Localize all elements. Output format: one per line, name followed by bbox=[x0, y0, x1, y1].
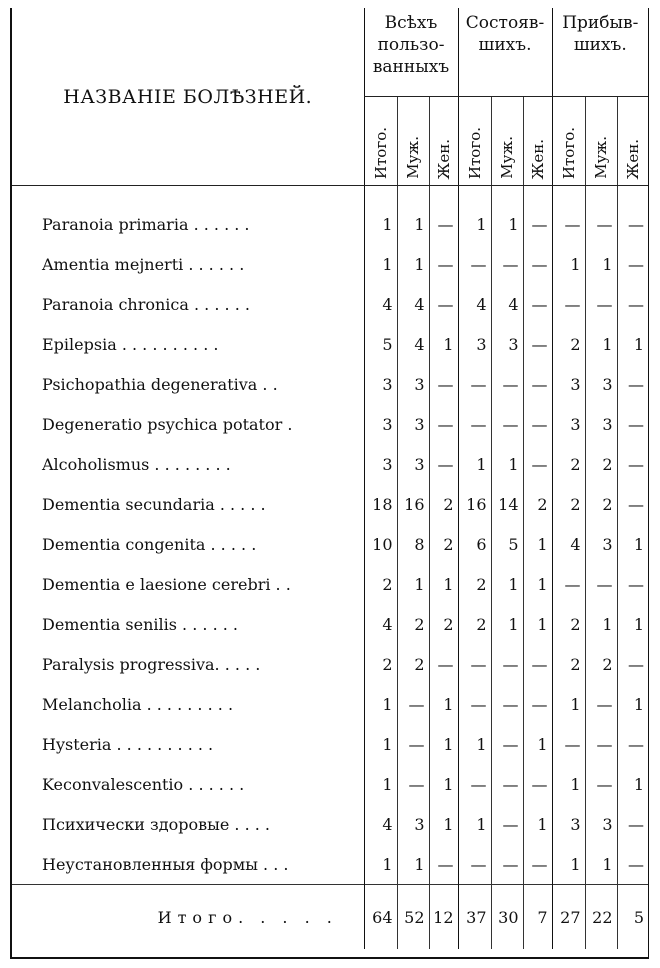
value-cell: 1 bbox=[364, 684, 397, 724]
value-cell: 1 bbox=[552, 684, 585, 724]
disease-name: Dementia senilis . . . . . . bbox=[42, 614, 238, 634]
value-cell: — bbox=[458, 244, 491, 284]
header-title: НАЗВАНІЕ БОЛѢЗНЕЙ. bbox=[63, 85, 313, 108]
value-cell: 3 bbox=[397, 804, 429, 844]
value-cell: — bbox=[458, 404, 491, 444]
value-cell: 1 bbox=[523, 724, 552, 764]
value-cell: 5 bbox=[364, 324, 397, 364]
table-row bbox=[12, 724, 648, 764]
value-cell: 1 bbox=[585, 244, 617, 284]
value-cell: 2 bbox=[429, 604, 458, 644]
value-cell: — bbox=[491, 364, 523, 404]
table-row bbox=[12, 404, 648, 444]
value-cell: — bbox=[397, 724, 429, 764]
value-cell: 1 bbox=[491, 604, 523, 644]
value-cell: — bbox=[585, 564, 617, 604]
value-cell: 1 bbox=[617, 324, 648, 364]
value-cell: 2 bbox=[458, 564, 491, 604]
value-cell: 1 bbox=[523, 564, 552, 604]
value-cell: — bbox=[458, 364, 491, 404]
value-cell: 27 bbox=[552, 885, 585, 950]
value-cell: — bbox=[617, 804, 648, 844]
value-cell: 2 bbox=[458, 604, 491, 644]
value-cell: 4 bbox=[364, 804, 397, 844]
value-cell: 16 bbox=[397, 484, 429, 524]
disease-name: Итого. . . . . bbox=[12, 885, 364, 950]
value-cell: 16 bbox=[458, 484, 491, 524]
table-row bbox=[12, 364, 648, 404]
value-cell: — bbox=[429, 404, 458, 444]
value-cell: — bbox=[523, 764, 552, 804]
value-cell: 1 bbox=[523, 804, 552, 844]
disease-name: Психически здоровые . . . . bbox=[42, 814, 271, 834]
table-row bbox=[12, 764, 648, 804]
value-cell: 3 bbox=[552, 364, 585, 404]
value-cell: — bbox=[617, 284, 648, 324]
value-cell: 1 bbox=[585, 604, 617, 644]
value-cell: 12 bbox=[429, 885, 458, 950]
value-cell: 1 bbox=[364, 764, 397, 804]
value-cell: — bbox=[585, 724, 617, 764]
value-cell: — bbox=[552, 724, 585, 764]
value-cell: 64 bbox=[364, 885, 397, 950]
disease-name: Paranoia chronica . . . . . . bbox=[42, 294, 250, 314]
value-cell: 7 bbox=[523, 885, 552, 950]
value-cell: 3 bbox=[364, 364, 397, 404]
subheader-total: Итого. bbox=[458, 97, 491, 186]
value-cell: — bbox=[523, 284, 552, 324]
value-cell: — bbox=[429, 844, 458, 885]
table-row bbox=[12, 524, 648, 564]
value-cell: 30 bbox=[491, 885, 523, 950]
value-cell: 1 bbox=[397, 844, 429, 885]
value-cell: 2 bbox=[552, 444, 585, 484]
value-cell: — bbox=[491, 684, 523, 724]
disease-name: Psichopathia degenerativa . . bbox=[42, 374, 278, 394]
value-cell: 1 bbox=[552, 764, 585, 804]
value-cell: — bbox=[523, 644, 552, 684]
disease-name: Amentia mejnerti . . . . . . bbox=[42, 254, 245, 274]
table-row bbox=[12, 844, 648, 885]
value-cell: 37 bbox=[458, 885, 491, 950]
value-cell: 2 bbox=[523, 484, 552, 524]
value-cell: 3 bbox=[397, 404, 429, 444]
subheader-male: Муж. bbox=[491, 97, 523, 186]
value-cell: — bbox=[617, 444, 648, 484]
value-cell: 1 bbox=[458, 804, 491, 844]
value-cell: — bbox=[617, 564, 648, 604]
value-cell: 1 bbox=[523, 604, 552, 644]
value-cell: — bbox=[617, 724, 648, 764]
value-cell: 3 bbox=[585, 524, 617, 564]
value-cell: 1 bbox=[397, 244, 429, 284]
value-cell: — bbox=[458, 644, 491, 684]
value-cell: 2 bbox=[397, 604, 429, 644]
value-cell: 4 bbox=[491, 284, 523, 324]
value-cell: — bbox=[617, 404, 648, 444]
subheader-total: Итого. bbox=[552, 97, 585, 186]
value-cell: — bbox=[523, 844, 552, 885]
disease-name: Alcoholismus . . . . . . . . bbox=[42, 454, 231, 474]
table-row bbox=[12, 644, 648, 684]
subheader-female: Жен. bbox=[523, 97, 552, 186]
value-cell: — bbox=[617, 204, 648, 244]
value-cell: 14 bbox=[491, 484, 523, 524]
value-cell: 2 bbox=[429, 484, 458, 524]
value-cell: — bbox=[491, 764, 523, 804]
value-cell: 1 bbox=[397, 564, 429, 604]
value-cell: 2 bbox=[585, 484, 617, 524]
value-cell: 1 bbox=[617, 604, 648, 644]
value-cell: — bbox=[397, 764, 429, 804]
value-cell: 3 bbox=[364, 404, 397, 444]
value-cell: 2 bbox=[585, 644, 617, 684]
value-cell: 10 bbox=[364, 524, 397, 564]
value-cell: — bbox=[429, 204, 458, 244]
disease-name: Degeneratio psychica potator . bbox=[42, 414, 293, 434]
table-row bbox=[12, 244, 648, 284]
value-cell: — bbox=[491, 244, 523, 284]
value-cell: — bbox=[523, 364, 552, 404]
value-cell: 1 bbox=[458, 204, 491, 244]
value-cell: — bbox=[523, 444, 552, 484]
value-cell: — bbox=[397, 684, 429, 724]
table-row bbox=[12, 324, 648, 364]
value-cell: 1 bbox=[429, 684, 458, 724]
value-cell: 1 bbox=[585, 324, 617, 364]
value-cell: — bbox=[491, 844, 523, 885]
value-cell: 2 bbox=[429, 524, 458, 564]
value-cell: 1 bbox=[458, 444, 491, 484]
disease-name: Paranoia primaria . . . . . . bbox=[42, 214, 250, 234]
value-cell: 5 bbox=[617, 885, 648, 950]
value-cell: 8 bbox=[397, 524, 429, 564]
value-cell: 1 bbox=[364, 204, 397, 244]
value-cell: — bbox=[585, 764, 617, 804]
value-cell: — bbox=[552, 564, 585, 604]
value-cell: 4 bbox=[397, 284, 429, 324]
subheader-female: Жен. bbox=[429, 97, 458, 186]
value-cell: — bbox=[585, 284, 617, 324]
value-cell: 1 bbox=[458, 724, 491, 764]
value-cell: — bbox=[491, 404, 523, 444]
disease-name: Dementia congenita . . . . . bbox=[42, 534, 257, 554]
table-row bbox=[12, 484, 648, 524]
value-cell: — bbox=[523, 684, 552, 724]
value-cell: 18 bbox=[364, 484, 397, 524]
value-cell: 22 bbox=[585, 885, 617, 950]
value-cell: 1 bbox=[429, 564, 458, 604]
value-cell: — bbox=[429, 444, 458, 484]
value-cell: — bbox=[552, 204, 585, 244]
table-row bbox=[12, 564, 648, 604]
value-cell: — bbox=[585, 684, 617, 724]
value-cell: — bbox=[617, 244, 648, 284]
value-cell: 1 bbox=[491, 564, 523, 604]
value-cell: 2 bbox=[552, 604, 585, 644]
value-cell: — bbox=[491, 724, 523, 764]
value-cell: — bbox=[523, 404, 552, 444]
value-cell: 1 bbox=[585, 844, 617, 885]
value-cell: 52 bbox=[397, 885, 429, 950]
disease-name: Dementia secundaria . . . . . bbox=[42, 494, 266, 514]
value-cell: — bbox=[523, 244, 552, 284]
value-cell: 1 bbox=[617, 764, 648, 804]
column-header-disease-name bbox=[12, 8, 364, 186]
table-row bbox=[12, 204, 648, 244]
disease-name: Dementia e laesione cerebri . . bbox=[42, 574, 291, 594]
value-cell: 1 bbox=[617, 684, 648, 724]
table-row bbox=[12, 444, 648, 484]
value-cell: — bbox=[552, 284, 585, 324]
value-cell: 1 bbox=[364, 844, 397, 885]
value-cell: 1 bbox=[364, 724, 397, 764]
value-cell: — bbox=[523, 324, 552, 364]
value-cell: 3 bbox=[585, 404, 617, 444]
value-cell: 1 bbox=[364, 244, 397, 284]
value-cell: 1 bbox=[523, 524, 552, 564]
value-cell: 3 bbox=[585, 364, 617, 404]
table-row bbox=[12, 284, 648, 324]
value-cell: 2 bbox=[552, 324, 585, 364]
value-cell: — bbox=[458, 844, 491, 885]
value-cell: 2 bbox=[585, 444, 617, 484]
value-cell: 4 bbox=[397, 324, 429, 364]
value-cell: 1 bbox=[429, 764, 458, 804]
value-cell: — bbox=[429, 644, 458, 684]
value-cell: 1 bbox=[552, 844, 585, 885]
value-cell: 4 bbox=[364, 284, 397, 324]
disease-name: Hysteria . . . . . . . . . . bbox=[42, 734, 214, 754]
subheader-male: Муж. bbox=[585, 97, 617, 186]
disease-name: Melancholia . . . . . . . . . bbox=[42, 694, 234, 714]
value-cell: — bbox=[491, 804, 523, 844]
disease-name: Epilepsia . . . . . . . . . . bbox=[42, 334, 219, 354]
value-cell: 3 bbox=[397, 444, 429, 484]
value-cell: — bbox=[585, 204, 617, 244]
disease-name: Неустановленныя формы . . . bbox=[42, 854, 289, 874]
value-cell: 3 bbox=[397, 364, 429, 404]
value-cell: 1 bbox=[491, 444, 523, 484]
value-cell: 3 bbox=[552, 804, 585, 844]
value-cell: — bbox=[429, 284, 458, 324]
value-cell: 1 bbox=[429, 724, 458, 764]
value-cell: 2 bbox=[552, 484, 585, 524]
subheader-total: Итого. bbox=[364, 97, 397, 186]
subheader-male: Муж. bbox=[397, 97, 429, 186]
table-row bbox=[12, 684, 648, 724]
value-cell: 4 bbox=[364, 604, 397, 644]
value-cell: — bbox=[523, 204, 552, 244]
value-cell: 2 bbox=[552, 644, 585, 684]
value-cell: 6 bbox=[458, 524, 491, 564]
value-cell: 1 bbox=[552, 244, 585, 284]
value-cell: — bbox=[491, 644, 523, 684]
value-cell: 1 bbox=[617, 524, 648, 564]
disease-table bbox=[12, 8, 648, 949]
value-cell: — bbox=[458, 764, 491, 804]
value-cell: 1 bbox=[429, 804, 458, 844]
value-cell: — bbox=[429, 364, 458, 404]
value-cell: — bbox=[429, 244, 458, 284]
group-header-all: Всѣхъ пользо- ванныхъ bbox=[364, 8, 458, 97]
value-cell: 1 bbox=[397, 204, 429, 244]
group-header-arrived: Прибыв- шихъ. bbox=[552, 8, 648, 97]
value-cell: 2 bbox=[397, 644, 429, 684]
value-cell: 2 bbox=[364, 644, 397, 684]
value-cell: — bbox=[617, 644, 648, 684]
table-row bbox=[12, 804, 648, 844]
value-cell: 3 bbox=[552, 404, 585, 444]
total-row bbox=[12, 885, 648, 950]
value-cell: 4 bbox=[552, 524, 585, 564]
value-cell: — bbox=[617, 844, 648, 885]
group-header-remained: Состояв- шихъ. bbox=[458, 8, 552, 97]
value-cell: — bbox=[617, 484, 648, 524]
value-cell: 3 bbox=[458, 324, 491, 364]
subheader-female: Жен. bbox=[617, 97, 648, 186]
value-cell: 3 bbox=[585, 804, 617, 844]
value-cell: 5 bbox=[491, 524, 523, 564]
table-row bbox=[12, 604, 648, 644]
disease-name: Paralysis progressiva. . . . . bbox=[42, 654, 261, 674]
value-cell: 2 bbox=[364, 564, 397, 604]
value-cell: — bbox=[458, 684, 491, 724]
value-cell: 1 bbox=[491, 204, 523, 244]
disease-name: Keconvalescentio . . . . . . bbox=[42, 774, 245, 794]
value-cell: 3 bbox=[491, 324, 523, 364]
value-cell: 3 bbox=[364, 444, 397, 484]
value-cell: — bbox=[617, 364, 648, 404]
value-cell: 4 bbox=[458, 284, 491, 324]
value-cell: 1 bbox=[429, 324, 458, 364]
